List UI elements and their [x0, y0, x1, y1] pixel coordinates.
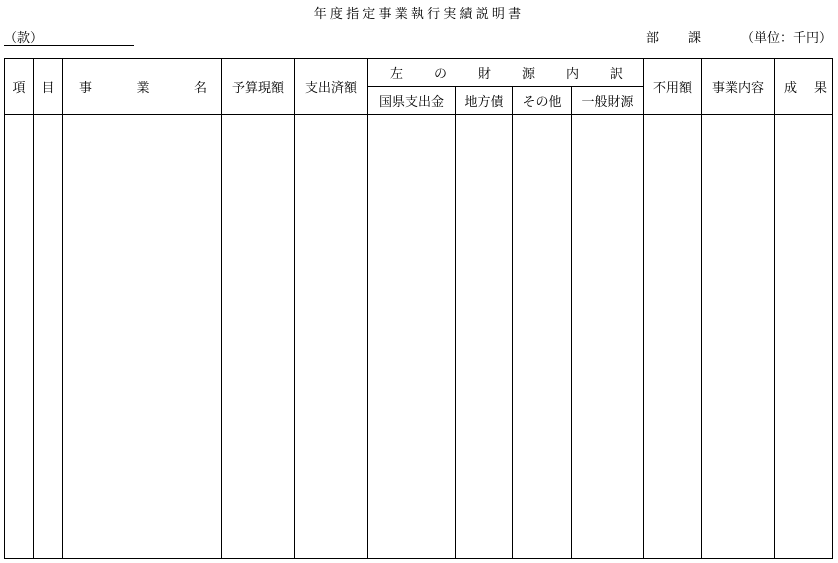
col-header-shishutsu: 支出済額 [295, 59, 368, 115]
unit-label: （単位：千円） [741, 31, 833, 46]
col-header-kou: 項 [5, 59, 34, 115]
cell-shishutsu[interactable] [295, 115, 368, 559]
department-label: 部 [646, 31, 660, 46]
section-label: 課 [688, 31, 702, 46]
cell-naiyo[interactable] [702, 115, 775, 559]
cell-moku[interactable] [34, 115, 63, 559]
col-header-moku: 目 [34, 59, 63, 115]
col-header-seika [775, 59, 833, 115]
cell-kokuken[interactable] [368, 115, 456, 559]
zaigen-char: 源 [522, 67, 536, 82]
jigyomei-char: 業 [136, 81, 150, 96]
col-header-jigyomei [63, 59, 222, 115]
col-header-kokuken: 国県支出金 [368, 87, 456, 115]
zaigen-char: 内 [566, 67, 580, 82]
cell-yosan[interactable] [222, 115, 295, 559]
cell-kou[interactable] [5, 115, 34, 559]
cell-chihosai[interactable] [456, 115, 513, 559]
col-header-chihosai: 地方債 [456, 87, 513, 115]
kan-field: （款） [4, 27, 134, 46]
jigyomei-char: 名 [193, 81, 207, 96]
seika-char: 果 [814, 81, 828, 96]
col-header-sonota: その他 [513, 87, 572, 115]
cell-sonota[interactable] [513, 115, 572, 559]
zaigen-char: の [434, 67, 448, 82]
col-header-fuyo: 不用額 [644, 59, 702, 115]
results-table [4, 58, 833, 559]
zaigen-char: 左 [390, 67, 404, 82]
col-header-yosan: 予算現額 [222, 59, 295, 115]
document-title: 年度指定事業執行実績説明書 [313, 7, 525, 22]
jigyomei-char: 事 [79, 81, 93, 96]
seika-char: 成 [784, 81, 798, 96]
col-header-ippan: 一般財源 [572, 87, 644, 115]
cell-fuyo[interactable] [644, 115, 702, 559]
col-header-naiyo: 事業内容 [702, 59, 775, 115]
zaigen-char: 財 [478, 67, 492, 82]
cell-seika[interactable] [775, 115, 833, 559]
zaigen-char: 訳 [610, 67, 624, 82]
cell-jigyomei[interactable] [63, 115, 222, 559]
col-header-zaigen-group [368, 59, 644, 87]
cell-ippan[interactable] [572, 115, 644, 559]
